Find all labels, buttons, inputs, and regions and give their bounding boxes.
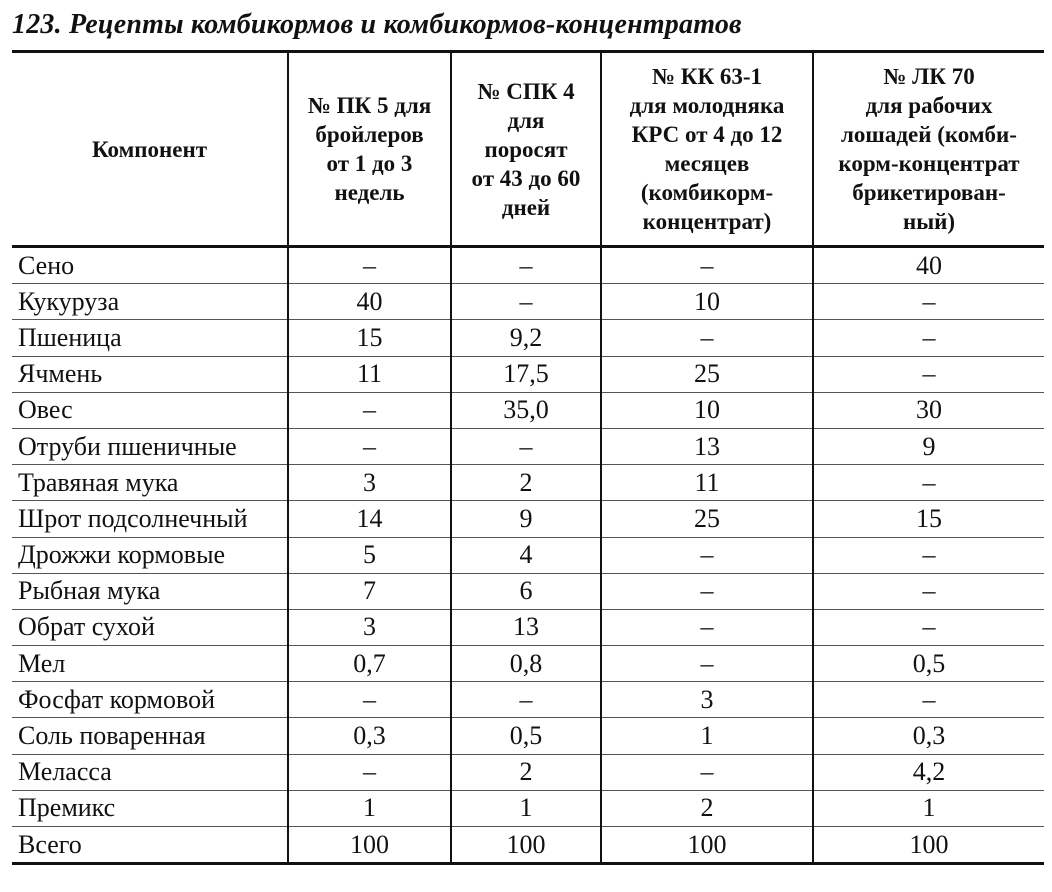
value-cell: – bbox=[813, 356, 1044, 392]
value-cell: – bbox=[813, 609, 1044, 645]
component-name-cell: Премикс bbox=[12, 790, 288, 826]
value-cell: 25 bbox=[601, 501, 813, 537]
value-cell: – bbox=[288, 754, 451, 790]
document-title: 123. Рецепты комбикормов и комбикормов-концентратов bbox=[12, 9, 742, 40]
value-cell: – bbox=[451, 247, 601, 284]
value-cell: 9 bbox=[813, 428, 1044, 464]
value-cell: – bbox=[813, 320, 1044, 356]
value-cell: 4,2 bbox=[813, 754, 1044, 790]
value-cell: 100 bbox=[813, 827, 1044, 864]
value-cell: 10 bbox=[601, 392, 813, 428]
header-lk70: № ЛК 70 для рабочих лошадей (комби- корм-концентрат брикетирован- ный) bbox=[813, 52, 1044, 247]
table-row bbox=[12, 392, 1044, 428]
table-row bbox=[12, 428, 1044, 464]
component-name-cell: Овес bbox=[12, 392, 288, 428]
component-name-cell: Соль поваренная bbox=[12, 718, 288, 754]
value-cell: 0,3 bbox=[813, 718, 1044, 754]
value-cell: 25 bbox=[601, 356, 813, 392]
value-cell: 30 bbox=[813, 392, 1044, 428]
value-cell: 4 bbox=[451, 537, 601, 573]
value-cell: 15 bbox=[288, 320, 451, 356]
value-cell: 5 bbox=[288, 537, 451, 573]
value-cell: 100 bbox=[451, 827, 601, 864]
table-row bbox=[12, 356, 1044, 392]
value-cell: 1 bbox=[601, 718, 813, 754]
value-cell: – bbox=[288, 682, 451, 718]
value-cell: 14 bbox=[288, 501, 451, 537]
value-cell: 13 bbox=[601, 428, 813, 464]
value-cell: – bbox=[813, 573, 1044, 609]
value-cell: 0,3 bbox=[288, 718, 451, 754]
value-cell: 15 bbox=[813, 501, 1044, 537]
value-cell: – bbox=[601, 609, 813, 645]
value-cell: 40 bbox=[813, 247, 1044, 284]
component-name-cell: Отруби пшеничные bbox=[12, 428, 288, 464]
value-cell: 17,5 bbox=[451, 356, 601, 392]
table-row bbox=[12, 754, 1044, 790]
value-cell: 0,5 bbox=[813, 646, 1044, 682]
value-cell: 11 bbox=[288, 356, 451, 392]
value-cell: 3 bbox=[288, 609, 451, 645]
value-cell: 1 bbox=[451, 790, 601, 826]
value-cell: – bbox=[601, 320, 813, 356]
table-row bbox=[12, 682, 1044, 718]
component-name-cell: Мел bbox=[12, 646, 288, 682]
value-cell: 35,0 bbox=[451, 392, 601, 428]
value-cell: 100 bbox=[288, 827, 451, 864]
table-row bbox=[12, 718, 1044, 754]
component-name-cell: Травяная мука bbox=[12, 465, 288, 501]
value-cell: – bbox=[601, 573, 813, 609]
component-name-cell: Дрожжи кормовые bbox=[12, 537, 288, 573]
value-cell: 0,8 bbox=[451, 646, 601, 682]
table-row bbox=[12, 609, 1044, 645]
value-cell: – bbox=[601, 646, 813, 682]
component-name-cell: Шрот подсолнечный bbox=[12, 501, 288, 537]
value-cell: 2 bbox=[451, 465, 601, 501]
value-cell: – bbox=[813, 465, 1044, 501]
value-cell: 3 bbox=[288, 465, 451, 501]
table-header bbox=[12, 52, 1044, 247]
value-cell: – bbox=[601, 537, 813, 573]
value-cell: – bbox=[601, 247, 813, 284]
table-body bbox=[12, 247, 1044, 864]
table-row bbox=[12, 646, 1044, 682]
value-cell: – bbox=[288, 247, 451, 284]
value-cell: 1 bbox=[813, 790, 1044, 826]
value-cell: – bbox=[288, 428, 451, 464]
value-cell: 0,5 bbox=[451, 718, 601, 754]
component-name-cell: Ячмень bbox=[12, 356, 288, 392]
component-name-cell: Сено bbox=[18, 250, 75, 280]
recipes-table bbox=[12, 50, 1044, 865]
value-cell: 13 bbox=[451, 609, 601, 645]
value-cell: 9 bbox=[451, 501, 601, 537]
value-cell: 1 bbox=[288, 790, 451, 826]
component-name-cell: Обрат сухой bbox=[12, 609, 288, 645]
value-cell: – bbox=[813, 284, 1044, 320]
value-cell: – bbox=[601, 754, 813, 790]
value-cell: 9,2 bbox=[451, 320, 601, 356]
header-row bbox=[12, 52, 1044, 247]
component-name-cell: Фосфат кормовой bbox=[12, 682, 288, 718]
value-cell: 2 bbox=[451, 754, 601, 790]
value-cell: – bbox=[451, 428, 601, 464]
table-row bbox=[12, 537, 1044, 573]
component-name-cell: Кукуруза bbox=[12, 284, 288, 320]
value-cell: – bbox=[813, 537, 1044, 573]
value-cell: 0,7 bbox=[288, 646, 451, 682]
value-cell: 11 bbox=[601, 465, 813, 501]
component-name-cell: Меласса bbox=[12, 754, 288, 790]
table-row bbox=[12, 790, 1044, 826]
table-row bbox=[12, 573, 1044, 609]
component-name-cell: Пшеница bbox=[12, 320, 288, 356]
value-cell: 2 bbox=[601, 790, 813, 826]
value-cell: – bbox=[813, 682, 1044, 718]
table-row bbox=[12, 465, 1044, 501]
header-kk63-1: № КК 63-1 для молодняка КРС от 4 до 12 месяцев (комбикорм- концентрат) bbox=[601, 52, 813, 247]
component-name-cell: Всего bbox=[12, 827, 288, 864]
table-row bbox=[12, 501, 1044, 537]
value-cell: 6 bbox=[451, 573, 601, 609]
table-row bbox=[12, 247, 1044, 284]
header-spk4: № СПК 4 для поросят от 43 до 60 дней bbox=[451, 52, 601, 247]
value-cell: – bbox=[288, 392, 451, 428]
table-row bbox=[12, 284, 1044, 320]
header-pk5: № ПК 5 для бройлеров от 1 до 3 недель bbox=[288, 52, 451, 247]
value-cell: 100 bbox=[601, 827, 813, 864]
table-row bbox=[12, 320, 1044, 356]
value-cell: – bbox=[451, 284, 601, 320]
value-cell: 3 bbox=[601, 682, 813, 718]
value-cell: – bbox=[451, 682, 601, 718]
table-row bbox=[12, 827, 1044, 864]
value-cell: 40 bbox=[288, 284, 451, 320]
header-component: Компонент bbox=[12, 52, 288, 247]
value-cell: 7 bbox=[288, 573, 451, 609]
value-cell: 10 bbox=[601, 284, 813, 320]
component-name-cell: Рыбная мука bbox=[12, 573, 288, 609]
